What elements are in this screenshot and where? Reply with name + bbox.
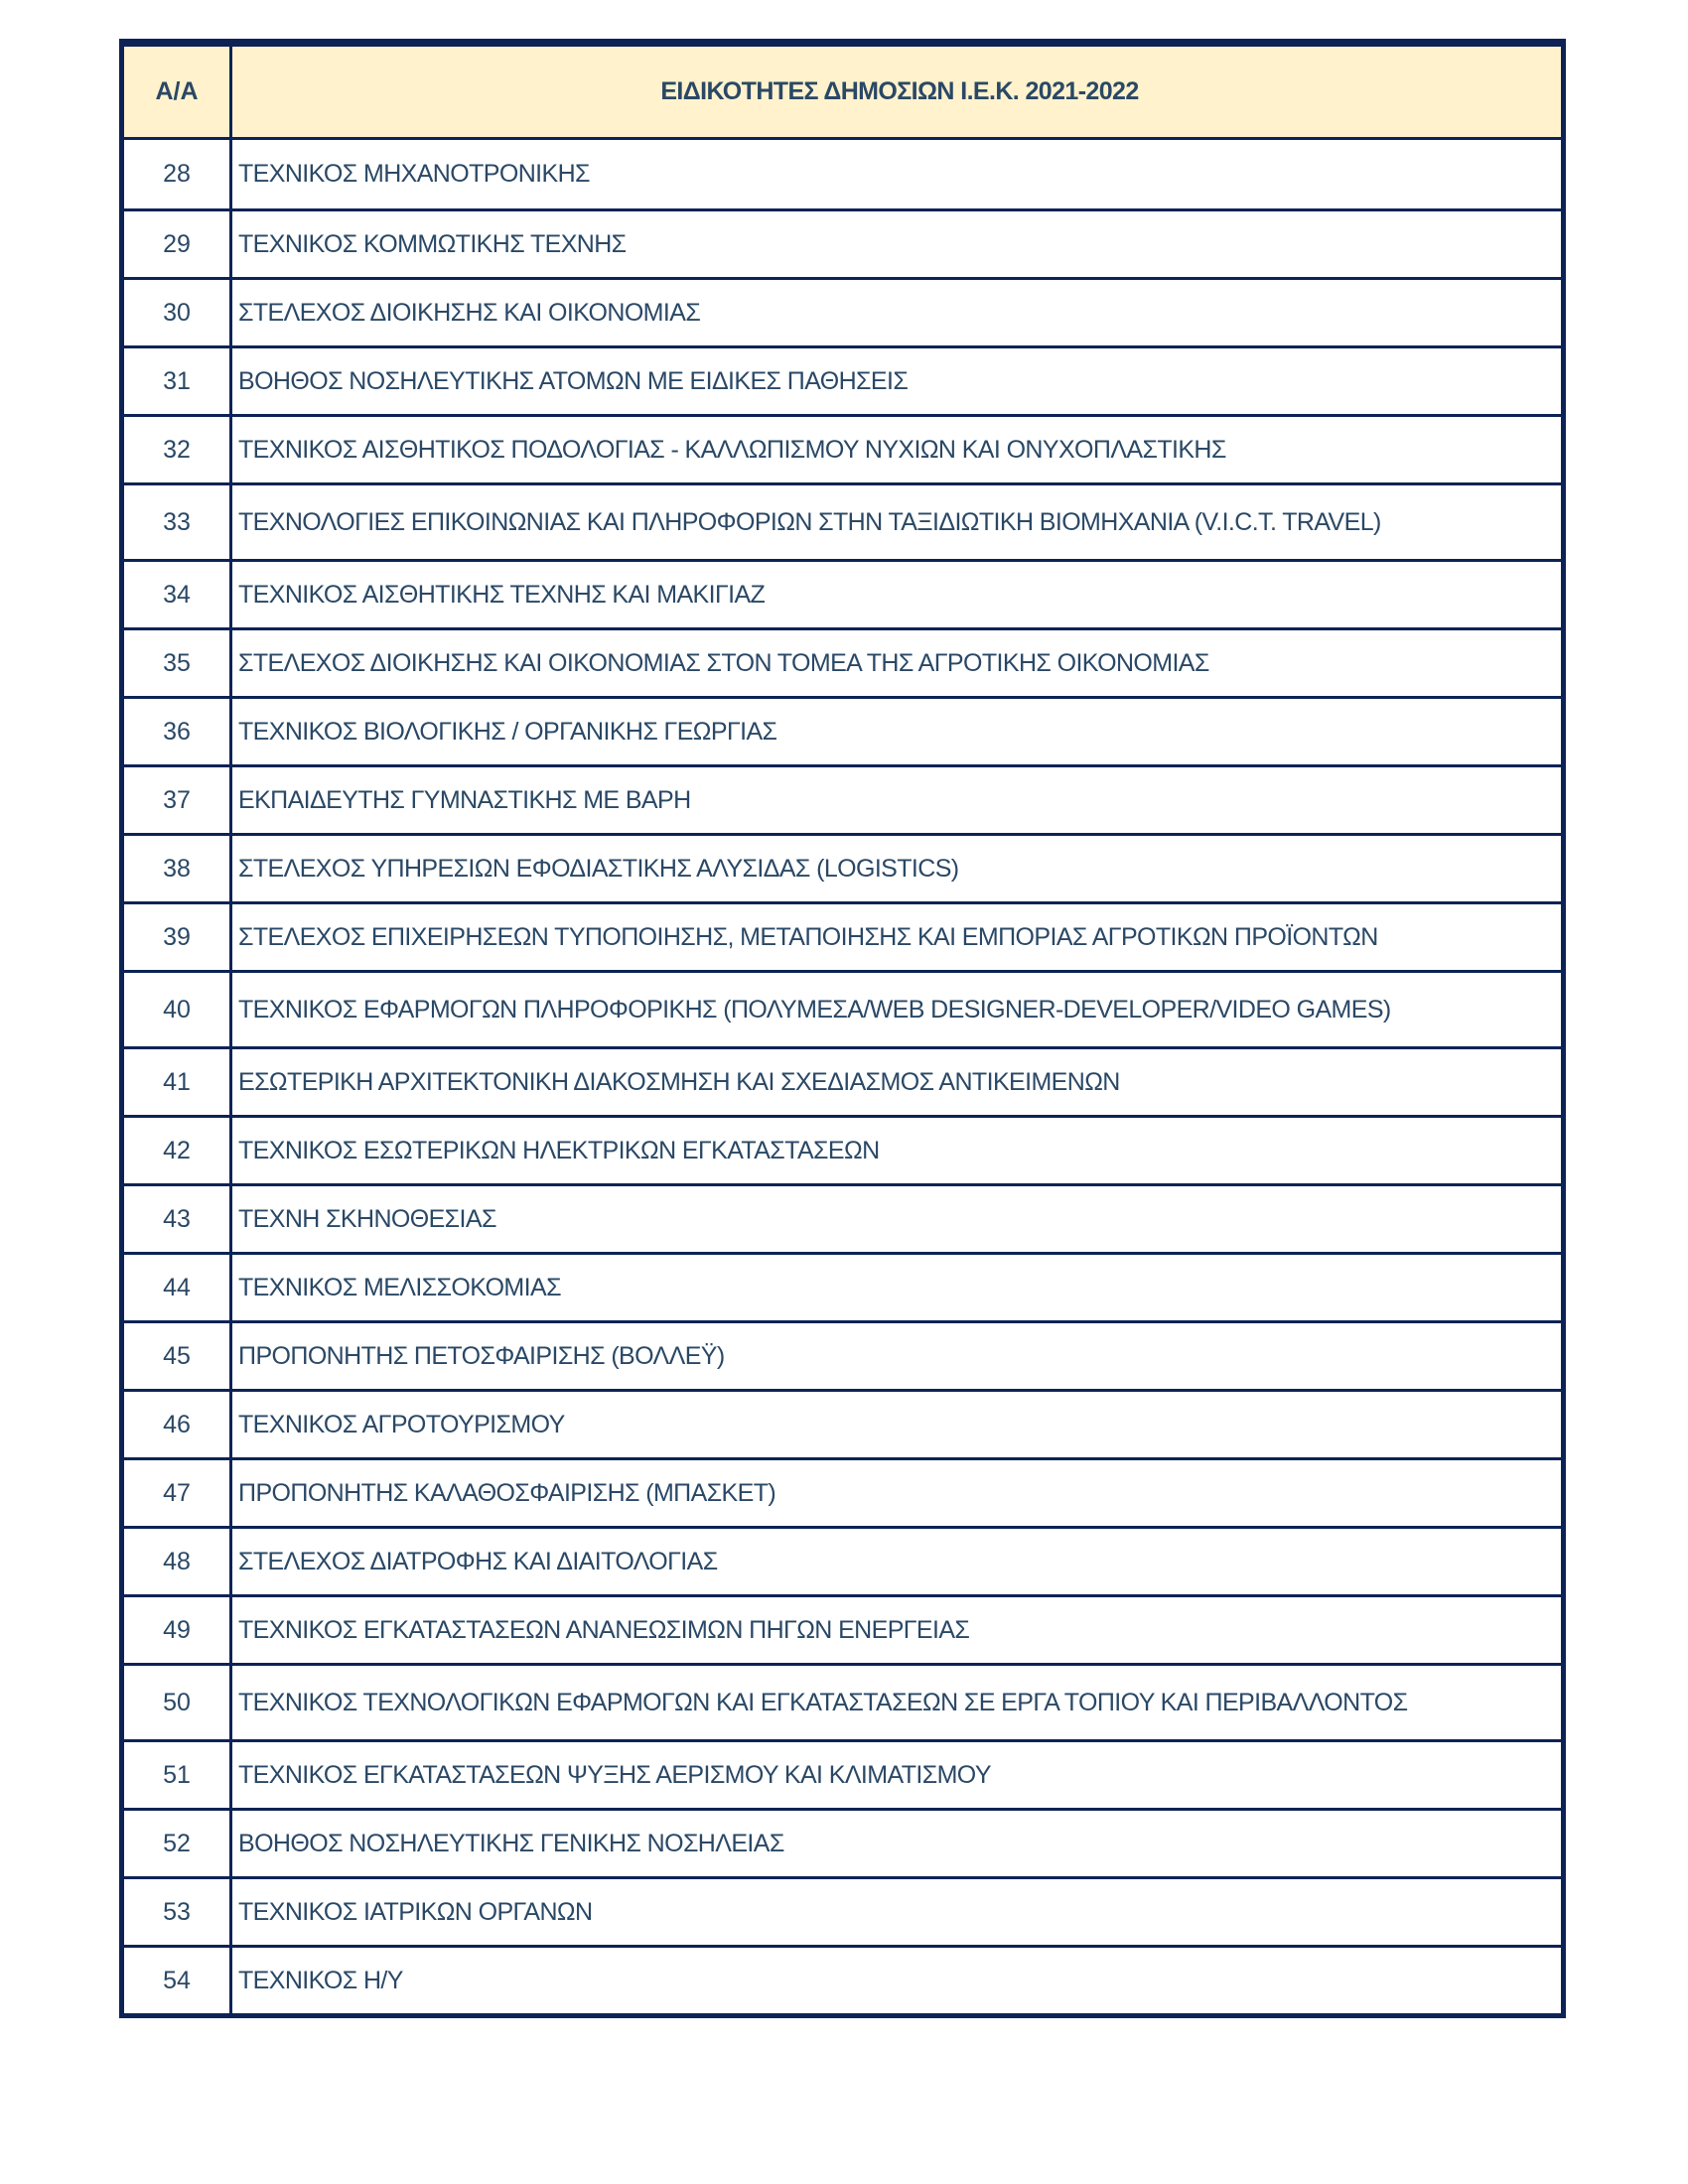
row-number: 37 (124, 767, 232, 833)
specialty-name: ΕΚΠΑΙΔΕΥΤΗΣ ΓΥΜΝΑΣΤΙΚΗΣ ΜΕ ΒΑΡΗ (238, 785, 691, 814)
specialty-name: ΤΕΧΝΙΚΟΣ ΙΑΤΡΙΚΩΝ ΟΡΓΑΝΩΝ (238, 1897, 593, 1926)
row-number: 44 (124, 1255, 232, 1320)
row-number: 51 (124, 1742, 232, 1808)
specialty-name: ΣΤΕΛΕΧΟΣ ΥΠΗΡΕΣΙΩΝ ΕΦΟΔΙΑΣΤΙΚΗΣ ΑΛΥΣΙΔΑΣ (LOGISTICS) (238, 854, 959, 883)
row-number: 29 (124, 211, 232, 277)
row-number: 34 (124, 562, 232, 627)
row-number: 28 (124, 140, 232, 208)
specialty-name: ΤΕΧΝΙΚΟΣ ΑΙΣΘΗΤΙΚΟΣ ΠΟΔΟΛΟΓΙΑΣ - ΚΑΛΛΩΠΙΣΜΟΥ ΝΥΧΙΩΝ ΚΑΙ ΟΝΥΧΟΠΛΑΣΤΙΚΗΣ (238, 435, 1226, 464)
specialty-name: ΤΕΧΝΙΚΟΣ ΜΗΧΑΝΟΤΡΟΝΙΚΗΣ (238, 160, 590, 188)
table-row (124, 1594, 1561, 1663)
specialty-name: ΤΕΧΝΟΛΟΓΙΕΣ ΕΠΙΚΟΙΝΩΝΙΑΣ ΚΑΙ ΠΛΗΡΟΦΟΡΙΩΝ ΣΤΗΝ ΤΑΞΙΔΙΩΤΙΚΗ ΒΙΟΜΗΧΑΝΙΑ (V.I.C.T. TRAVEL) (238, 507, 1381, 536)
table-row (124, 140, 1561, 208)
row-number: 40 (124, 973, 232, 1046)
row-number: 53 (124, 1879, 232, 1945)
table-row (124, 1663, 1561, 1739)
specialty-name: ΤΕΧΝΙΚΟΣ ΜΕΛΙΣΣΟΚΟΜΙΑΣ (238, 1273, 561, 1301)
specialty-name: ΤΕΧΝΙΚΟΣ ΕΦΑΡΜΟΓΩΝ ΠΛΗΡΟΦΟΡΙΚΗΣ (ΠΟΛΥΜΕΣΑ/WEB DESIGNER-DEVELOPER/VIDEO GAMES) (238, 995, 1391, 1024)
table-row (124, 764, 1561, 833)
specialty-name: ΤΕΧΝΙΚΟΣ ΑΙΣΘΗΤΙΚΗΣ ΤΕΧΝΗΣ ΚΑΙ ΜΑΚΙΓΙΑΖ (238, 580, 766, 609)
specialty-name: ΣΤΕΛΕΧΟΣ ΕΠΙΧΕΙΡΗΣΕΩΝ ΤΥΠΟΠΟΙΗΣΗΣ, ΜΕΤΑΠΟΙΗΣΗΣ ΚΑΙ ΕΜΠΟΡΙΑΣ ΑΓΡΟΤΙΚΩΝ ΠΡΟΪΟΝΤΩΝ (238, 922, 1378, 951)
table-row (124, 1252, 1561, 1320)
specialties-table (119, 39, 1566, 2018)
table-header-row (124, 44, 1561, 140)
specialty-name: ΣΤΕΛΕΧΟΣ ΔΙΑΤΡΟΦΗΣ ΚΑΙ ΔΙΑΙΤΟΛΟΓΙΑΣ (238, 1547, 718, 1575)
specialty-name: ΣΤΕΛΕΧΟΣ ΔΙΟΙΚΗΣΗΣ ΚΑΙ ΟΙΚΟΝΟΜΙΑΣ ΣΤΟΝ ΤΟΜΕΑ ΤΗΣ ΑΓΡΟΤΙΚΗΣ ΟΙΚΟΝΟΜΙΑΣ (238, 648, 1209, 677)
specialty-name: ΤΕΧΝΙΚΟΣ ΑΓΡΟΤΟΥΡΙΣΜΟΥ (238, 1410, 565, 1438)
row-number: 50 (124, 1666, 232, 1739)
row-number: 54 (124, 1948, 232, 2013)
table-row (124, 696, 1561, 764)
specialty-name: ΤΕΧΝΙΚΟΣ ΚΟΜΜΩΤΙΚΗΣ ΤΕΧΝΗΣ (238, 229, 627, 258)
row-number: 31 (124, 348, 232, 414)
specialty-name: ΒΟΗΘΟΣ ΝΟΣΗΛΕΥΤΙΚΗΣ ΑΤΟΜΩΝ ΜΕ ΕΙΔΙΚΕΣ ΠΑΘΗΣΕΙΣ (238, 366, 909, 395)
row-number: 52 (124, 1811, 232, 1876)
specialty-name: ΠΡΟΠΟΝΗΤΗΣ ΠΕΤΟΣΦΑΙΡΙΣΗΣ (ΒΟΛΛΕΫ) (238, 1341, 725, 1370)
row-number: 35 (124, 630, 232, 696)
table-row (124, 1739, 1561, 1808)
table-row (124, 901, 1561, 970)
table-row (124, 1183, 1561, 1252)
row-number: 39 (124, 904, 232, 970)
table-row (124, 1526, 1561, 1594)
table-row (124, 414, 1561, 482)
table-row (124, 627, 1561, 696)
specialty-name: ΕΣΩΤΕΡΙΚΗ ΑΡΧΙΤΕΚΤΟΝΙΚΗ ΔΙΑΚΟΣΜΗΣΗ ΚΑΙ ΣΧΕΔΙΑΣΜΟΣ ΑΝΤΙΚΕΙΜΕΝΩΝ (238, 1067, 1120, 1096)
table-row (124, 345, 1561, 414)
row-number: 30 (124, 280, 232, 345)
table-row (124, 559, 1561, 627)
row-number: 38 (124, 836, 232, 901)
row-number: 47 (124, 1460, 232, 1526)
specialty-name: ΠΡΟΠΟΝΗΤΗΣ ΚΑΛΑΘΟΣΦΑΙΡΙΣΗΣ (ΜΠΑΣΚΕΤ) (238, 1478, 776, 1507)
row-number: 48 (124, 1529, 232, 1594)
row-number: 43 (124, 1186, 232, 1252)
row-number: 41 (124, 1049, 232, 1115)
specialty-name: ΤΕΧΝΙΚΟΣ ΤΕΧΝΟΛΟΓΙΚΩΝ ΕΦΑΡΜΟΓΩΝ ΚΑΙ ΕΓΚΑΤΑΣΤΑΣΕΩΝ ΣΕ ΕΡΓΑ ΤΟΠΙΟΥ ΚΑΙ ΠΕΡΙΒΑΛΛΟΝΤΟΣ (238, 1688, 1408, 1716)
row-number: 36 (124, 699, 232, 764)
table-row (124, 1389, 1561, 1457)
table-row (124, 482, 1561, 559)
table-row (124, 1115, 1561, 1183)
table-row (124, 1808, 1561, 1876)
specialty-name: ΤΕΧΝΙΚΟΣ ΕΓΚΑΤΑΣΤΑΣΕΩΝ ΑΝΑΝΕΩΣΙΜΩΝ ΠΗΓΩΝ ΕΝΕΡΓΕΙΑΣ (238, 1615, 970, 1644)
specialty-name: ΣΤΕΛΕΧΟΣ ΔΙΟΙΚΗΣΗΣ ΚΑΙ ΟΙΚΟΝΟΜΙΑΣ (238, 298, 701, 327)
table-row (124, 277, 1561, 345)
table-row (124, 1457, 1561, 1526)
table-row (124, 1046, 1561, 1115)
header-number: Α/Α (124, 47, 232, 137)
specialty-name: ΤΕΧΝΙΚΟΣ ΒΙΟΛΟΓΙΚΗΣ / ΟΡΓΑΝΙΚΗΣ ΓΕΩΡΓΙΑΣ (238, 717, 777, 746)
row-number: 33 (124, 485, 232, 559)
row-number: 49 (124, 1597, 232, 1663)
table-row (124, 833, 1561, 901)
row-number: 46 (124, 1392, 232, 1457)
row-number: 32 (124, 417, 232, 482)
table-row (124, 970, 1561, 1046)
row-number: 42 (124, 1118, 232, 1183)
table-row (124, 1320, 1561, 1389)
specialty-name: ΒΟΗΘΟΣ ΝΟΣΗΛΕΥΤΙΚΗΣ ΓΕΝΙΚΗΣ ΝΟΣΗΛΕΙΑΣ (238, 1829, 784, 1857)
specialty-name: ΤΕΧΝΙΚΟΣ ΕΓΚΑΤΑΣΤΑΣΕΩΝ ΨΥΞΗΣ ΑΕΡΙΣΜΟΥ ΚΑΙ ΚΛΙΜΑΤΙΣΜΟΥ (238, 1760, 991, 1789)
specialty-name: ΤΕΧΝΙΚΟΣ Η/Υ (238, 1966, 403, 1994)
specialty-name: ΤΕΧΝΙΚΟΣ ΕΣΩΤΕΡΙΚΩΝ ΗΛΕΚΤΡΙΚΩΝ ΕΓΚΑΤΑΣΤΑΣΕΩΝ (238, 1136, 880, 1164)
header-specialty: ΕΙΔΙΚΟΤΗΤΕΣ ΔΗΜΟΣΙΩΝ Ι.Ε.Κ. 2021-2022 (660, 77, 1139, 105)
table-row (124, 1945, 1561, 2013)
table-row (124, 1876, 1561, 1945)
table-row (124, 208, 1561, 277)
row-number: 45 (124, 1323, 232, 1389)
specialty-name: ΤΕΧΝΗ ΣΚΗΝΟΘΕΣΙΑΣ (238, 1204, 496, 1233)
